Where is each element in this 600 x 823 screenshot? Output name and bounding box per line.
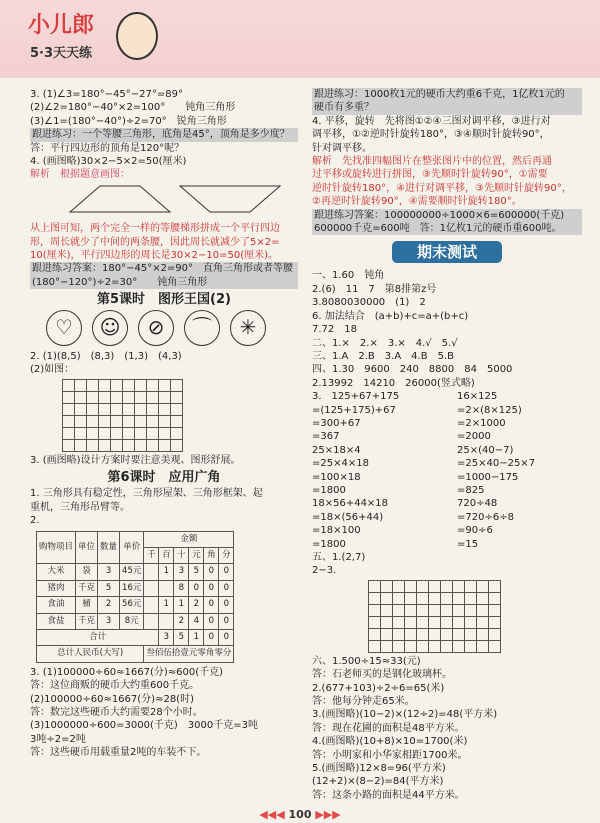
text-line: (2)100000÷60≈1667(分)≈28(时): [30, 693, 194, 705]
calc-right: [457, 390, 577, 551]
text-line: (3)1000000÷600=3000(千克) 3000千克=3吨: [30, 720, 258, 732]
table-cell: 叁佰伍拾壹元零角零分: [144, 646, 234, 662]
table-cell: 2: [98, 597, 120, 613]
table-cell: 猪肉: [37, 580, 76, 596]
practice-line: 跟进练习：1000枚1元的硬币大约重6千克，1亿枚1元的: [312, 88, 582, 101]
text-line: 3.8080030000 (1) 2: [312, 297, 426, 309]
text-line: 三、1.A 2.B 3.A 4.B 5.B: [312, 350, 454, 362]
text-line: 3.(画图略)(10−2)×(12÷2)=48(平方米): [312, 709, 498, 721]
table-cell: 5: [189, 564, 204, 580]
analysis-line: 10(厘米)，平行四边形的周长是30×2−10=50(厘米)。: [30, 250, 279, 262]
table-row: [37, 564, 234, 580]
practice-line: 跟进练习：一个等腰三角形，底角是45°，顶角是多少度？: [30, 128, 298, 141]
text-line: 答：这条小路的面积是44平方米。: [312, 789, 465, 801]
table-cell: 1: [189, 629, 204, 645]
table-cell: 0: [219, 564, 234, 580]
calc-line: =1000−175: [457, 471, 519, 483]
table-row-upper: [37, 646, 234, 662]
calc-line: 25×18×4: [312, 444, 361, 456]
brand-title: 小儿郎: [28, 12, 95, 38]
exam-title: 期末测试: [392, 241, 502, 263]
table-cell: 56元: [120, 597, 144, 613]
table-cell: 3: [174, 564, 189, 580]
table-cell: 2: [189, 597, 204, 613]
calc-line: =100×18: [312, 471, 361, 483]
table-cell: 3: [159, 629, 174, 645]
calc-line: =2×(8×125): [457, 404, 522, 416]
text-line: 1. 三角形具有稳定性，三角形屋架、三角形框架、起: [30, 488, 263, 500]
calc-line: =18×(56+44): [312, 511, 384, 523]
calc-line: 16×125: [457, 391, 498, 403]
calc-line: =25×4×18: [312, 458, 369, 470]
table-cell: 食油: [37, 597, 76, 613]
calc-line: =2×1000: [457, 417, 506, 429]
calc-block: [312, 390, 582, 551]
text-line: 2.(677+103)÷2÷6=65(米): [312, 682, 445, 694]
text-line: 答：这位商贩的硬币大约重600千克。: [30, 680, 200, 692]
left-column: [30, 88, 298, 760]
table-cell: 2: [174, 613, 189, 629]
practice-line: 硬币有多重？: [312, 101, 582, 114]
smiley-icon: ☺: [92, 310, 128, 346]
table-row: [37, 597, 234, 613]
text-line: 答：小明家和小华家相距1700米。: [312, 749, 468, 761]
practice-answer-line: (180°−120°)÷2=30° 钝角三角形: [30, 276, 298, 289]
text-line: 5.(画图略)12×8=96(平方米): [312, 763, 446, 775]
calc-line: =825: [457, 484, 485, 496]
text-line: 2.: [30, 515, 40, 527]
table-cell: 45元: [120, 564, 144, 580]
text-line: 二、1.× 2.× 3.× 4.√ 5.√: [312, 337, 458, 349]
calc-line: =720÷6÷8: [457, 511, 514, 523]
analysis-line: 解析 先找准四幅图片在整张图片中的位置，然后再通: [312, 156, 552, 168]
table-cell: 8: [174, 580, 189, 596]
logo: [28, 8, 158, 72]
calc-line: 720÷48: [457, 498, 498, 510]
table-cell: 0: [189, 580, 204, 596]
text-line: 4.(画图略)(10+8)×10=1700(米): [312, 736, 468, 748]
table-header: 单价: [120, 531, 144, 564]
table-cell: 1: [159, 564, 174, 580]
section-title-5: 第5课时 图形王国(2): [97, 292, 231, 308]
text-line: 2−3.: [312, 565, 337, 577]
table-cell: 0: [219, 613, 234, 629]
table-cell: [159, 613, 174, 629]
text-line: 6. 加法结合 (a+b)+c=a+(b+c): [312, 310, 469, 322]
text-line: 答：石老师买的是钢化玻璃杯。: [312, 669, 452, 681]
text-line: (3)∠1=(180°−40°)÷2=70° 锐角三角形: [30, 115, 227, 127]
text-line: 3. (1)∠3=180°−45°−27°=89°: [30, 89, 183, 100]
table-cell: 3: [98, 564, 120, 580]
calc-line: =300+67: [312, 417, 361, 429]
text-line: 3. (1)100000÷60≈1667(分)≈600(千克): [30, 666, 224, 678]
text-line: 六、1.500÷15≈33(元): [312, 655, 421, 667]
calc-line: =1800: [312, 538, 346, 550]
table-header: 单位: [76, 531, 98, 564]
table-cell: 1: [174, 597, 189, 613]
analysis-line: 从上图可知，两个完全一样的等腰梯形拼成一个平行四边: [30, 223, 280, 235]
table-header: 角: [204, 547, 219, 563]
table-header: 百: [159, 547, 174, 563]
text-line: 3. (画图略)设计方案时要注意美观、图形舒展。: [30, 454, 241, 466]
text-line: 答：这些硬币用载重量2吨的车装不下。: [30, 747, 207, 759]
text-line: 3吨÷2=2吨: [30, 733, 86, 745]
calc-line: 25×(40−7): [457, 444, 514, 456]
table-cell: 千克: [76, 613, 98, 629]
heart-icon: ♡: [46, 310, 82, 346]
text-line: 五、1.(2,7): [312, 552, 366, 563]
analysis-label: 解析 根据题意画图：: [30, 169, 130, 181]
star-icon: ✳: [230, 310, 266, 346]
table-row-total: [37, 629, 234, 645]
text-line: 答：数完这些硬币大约需要28个小时。: [30, 707, 203, 718]
table-header: 十: [174, 547, 189, 563]
table-cell: 3: [98, 613, 120, 629]
page-number: 100: [288, 808, 312, 821]
text-line: 调平移，①②逆时针旋转180°，③④顺时针旋转90°，: [312, 129, 550, 141]
table-cell: 5: [174, 629, 189, 645]
calc-line: =367: [312, 431, 340, 443]
right-column: [312, 88, 582, 802]
table-cell: [144, 580, 159, 596]
table-cell: 4: [189, 613, 204, 629]
transform-grid: [368, 580, 501, 653]
left-arrows-icon: ◀◀◀: [259, 808, 285, 821]
practice-answer-line: 600000千克=600吨 答：1亿枚1元的硬币重600吨。: [312, 222, 582, 235]
table-header: 金额: [144, 531, 234, 547]
table-cell: 16元: [120, 580, 144, 596]
table-cell: 0: [219, 597, 234, 613]
forbidden-icon: ⊘: [138, 310, 174, 346]
text-line: (2)如图：: [30, 364, 75, 376]
calc-line: =25×40−25×7: [457, 458, 536, 470]
text-line: 针对调平移。: [312, 142, 372, 154]
text-line: (2)∠2=180°−40°×2=100° 钝角三角形: [30, 102, 236, 114]
table-cell: 0: [204, 580, 219, 596]
page-footer: [0, 808, 600, 821]
table-header: 数量: [98, 531, 120, 564]
calc-line: =90÷6: [457, 525, 493, 537]
table-cell: 0: [204, 564, 219, 580]
calc-line: =18×100: [312, 525, 361, 537]
calc-line: 3. 125+67+175: [312, 391, 400, 403]
table-row: [37, 613, 234, 629]
text-line: 2. (1)(8,5) (8,3) (1,3) (4,3): [30, 350, 182, 362]
practice-answer-line: 跟进练习答案：100000000÷1000×6=600000(千克): [312, 209, 582, 222]
coordinate-grid: [62, 379, 183, 452]
text-line: 四、1.30 9600 240 8800 84 5000: [312, 364, 513, 376]
symmetry-shapes: [46, 310, 298, 346]
mascot-icon: [116, 12, 158, 60]
table-cell: 千克: [76, 580, 98, 596]
table-row: [37, 580, 234, 596]
table-cell: 食盐: [37, 613, 76, 629]
text-line: (12+2)×(8−2)=84(平方米): [312, 776, 444, 788]
table-header: 元: [189, 547, 204, 563]
calc-line: =15: [457, 538, 479, 550]
practice-answer-line: 跟进练习答案：180°−45°×2=90° 直角三角形或者等腰: [30, 262, 298, 275]
text-line: 答：平行四边形的顶角是120°呢？: [30, 142, 185, 154]
analysis-line: 形，周长就少了中间的两条腰，因此周长就减少了5×2=: [30, 236, 280, 248]
text-line: 一、1.60 钝角: [312, 270, 385, 282]
calc-line: 18×56+44×18: [312, 498, 389, 510]
table-cell: 0: [204, 629, 219, 645]
header-banner: [0, 0, 600, 78]
table-cell: 合计: [37, 629, 159, 645]
calc-left: [312, 390, 437, 551]
arch-icon: ⌒: [184, 310, 220, 346]
table-cell: 1: [159, 597, 174, 613]
table-cell: 0: [204, 613, 219, 629]
table-cell: [144, 564, 159, 580]
table-header: 分: [219, 547, 234, 563]
text-line: 重机，三角形吊臂等。: [30, 501, 130, 513]
calc-line: =(125+175)+67: [312, 404, 396, 416]
table-cell: 5: [98, 580, 120, 596]
right-arrows-icon: ▶▶▶: [315, 808, 341, 821]
table-cell: [144, 597, 159, 613]
calc-line: =2000: [457, 431, 491, 443]
receipt-table: [36, 531, 234, 663]
section-title-6: 第6课时 应用广角: [107, 469, 221, 485]
table-header: 购物项目: [37, 531, 76, 564]
table-cell: [144, 613, 159, 629]
text-line: 4. (画图略)30×2−5×2=50(厘米): [30, 156, 187, 168]
table-cell: [159, 580, 174, 596]
table-cell: 袋: [76, 564, 98, 580]
text-line: 7.72 18: [312, 324, 357, 336]
analysis-line: 逆时针旋转180°，④进行对调平移，③先顺时针旋转90°，: [312, 182, 572, 194]
table-cell: 0: [204, 597, 219, 613]
text-line: 4. 平移，旋转 先将图①②④三图对调平移，③进行对: [312, 115, 551, 127]
series-title: 5·3天天练: [30, 46, 93, 61]
trapezoid-figure: [30, 182, 290, 218]
table-cell: 大米: [37, 564, 76, 580]
table-cell: 0: [219, 629, 234, 645]
text-line: 2.13992 14210 26000(竖式略): [312, 377, 475, 389]
table-cell: 桶: [76, 597, 98, 613]
analysis-line: ②再逆时针旋转90°，④需要顺时针旋转180°。: [312, 196, 522, 208]
analysis-line: 过平移或旋转进行拼图，③先顺时针旋转90°，①需要: [312, 169, 548, 181]
table-cell: 8元: [120, 613, 144, 629]
table-header: 千: [144, 547, 159, 563]
text-line: 答：现在花圃的面积是48平方米。: [312, 722, 465, 734]
table-cell: 总计人民币(大写): [37, 646, 144, 662]
text-line: 答：他每分钟走65米。: [312, 696, 415, 708]
calc-line: =1800: [312, 484, 346, 496]
text-line: 2.(6) 11 7 第8排第z号: [312, 283, 437, 295]
table-cell: 0: [219, 580, 234, 596]
